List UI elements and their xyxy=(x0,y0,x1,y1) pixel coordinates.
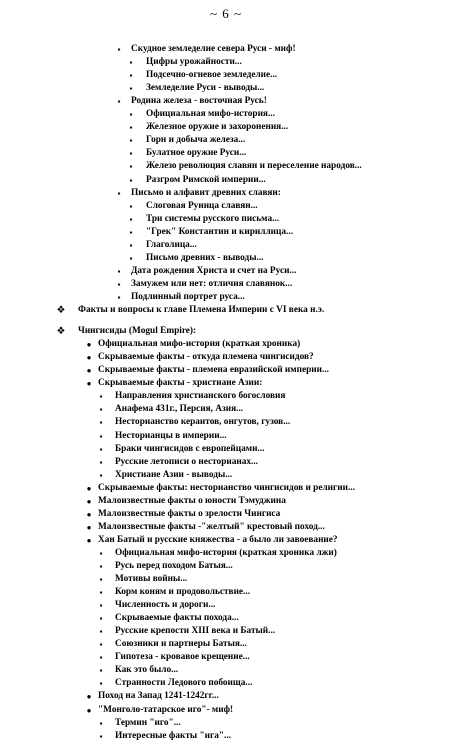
list-item-text: Официальная мифо-история (краткая хроника лжи) xyxy=(115,547,337,558)
dot-bullet-icon: ● xyxy=(86,366,92,376)
square-bullet-icon: ▪ xyxy=(129,136,133,146)
list-item-text: Подсечно-огневое земледелие... xyxy=(146,70,278,81)
list-item-text: Направления христианского богословия xyxy=(115,391,286,402)
square-bullet-icon: ▪ xyxy=(99,548,103,558)
list-item-text: Гипотеза - кровавое крещение... xyxy=(115,652,250,663)
square-bullet-icon: ▪ xyxy=(117,279,121,289)
list-item-text: Земледелие Руси - выводы... xyxy=(146,83,265,94)
square-bullet-icon: ▪ xyxy=(129,227,133,237)
square-bullet-icon: ▪ xyxy=(129,149,133,159)
list-item-text: Булатное оружие Руси... xyxy=(146,148,247,159)
list-item-text: Христиане Азии - выводы... xyxy=(115,469,233,480)
list-item-text: Дата рождения Христа и счет на Руси... xyxy=(131,265,297,276)
square-bullet-icon: ▪ xyxy=(129,123,133,133)
list-item-text: Браки чингисидов с европейцами... xyxy=(115,443,265,454)
square-bullet-icon: ▪ xyxy=(117,293,121,302)
square-bullet-icon: ▪ xyxy=(99,392,103,402)
square-bullet-icon: ▪ xyxy=(117,45,121,54)
list-item-text: Горн и добыча железа... xyxy=(146,135,246,146)
square-bullet-icon: ▪ xyxy=(99,614,103,624)
square-bullet-icon: ▪ xyxy=(99,653,103,663)
square-bullet-icon: ▪ xyxy=(99,731,103,741)
square-bullet-icon: ▪ xyxy=(99,666,103,676)
dot-bullet-icon: ● xyxy=(86,535,92,545)
list-item-text: Скудное земледелие севера Руси - миф! xyxy=(131,44,296,54)
square-bullet-icon: ▪ xyxy=(99,679,103,689)
list-item-text: Скрываемые факты похода... xyxy=(115,613,239,624)
list-item-text: Факты и вопросы к главе Племена Империи с VI века н.э. xyxy=(78,305,325,315)
square-bullet-icon: ▪ xyxy=(129,162,133,172)
list-item-text: Интересные факты "ига"... xyxy=(115,730,231,741)
square-bullet-icon: ▪ xyxy=(99,470,103,480)
square-bullet-icon: ▪ xyxy=(129,58,133,68)
list-item-text: Малоизвестные факты о юности Тэмуджина xyxy=(98,495,286,506)
square-bullet-icon: ▪ xyxy=(99,457,103,467)
list-item-text: Анафема 431г., Персия, Азия... xyxy=(115,404,244,415)
list-item-text: "Грек" Константин и кириллица... xyxy=(146,226,294,237)
list-item-text: Цифры урожайности... xyxy=(146,57,242,68)
list-item-text: Поход на Запад 1241-1242гг... xyxy=(98,691,219,702)
list-item-text: Родина железа - восточная Русь! xyxy=(131,96,267,107)
list-item-text: Разгром Римской империи... xyxy=(146,174,266,185)
square-bullet-icon: ▪ xyxy=(99,562,103,571)
list-item-text: Официальная мифо-история... xyxy=(146,109,275,120)
list-item-text: Как это было... xyxy=(115,665,179,676)
list-item-text: Русские летописи о несторианах... xyxy=(115,456,259,467)
list-item-text: Подлинный портрет руса... xyxy=(131,292,245,302)
list-item-text: Термин "иго"... xyxy=(115,717,181,728)
list-item-text: Глаголица... xyxy=(146,239,197,250)
dot-bullet-icon: ● xyxy=(86,692,92,702)
square-bullet-icon: ▪ xyxy=(129,201,133,211)
list-item-text: Письмо и алфавит древних славян: xyxy=(131,187,281,198)
square-bullet-icon: ▪ xyxy=(99,444,103,454)
list-item-text: Численность и дороги... xyxy=(115,600,216,611)
square-bullet-icon: ▪ xyxy=(99,588,103,598)
square-bullet-icon: ▪ xyxy=(117,97,121,107)
list-item-text: Скрываемые факты - христиане Азии: xyxy=(98,378,263,389)
square-bullet-icon: ▪ xyxy=(99,405,103,415)
list-item-text: Несторианство кераитов, онгутов, гузов... xyxy=(115,417,291,428)
dot-bullet-icon: ● xyxy=(86,483,92,493)
list-item-text: Официальная мифо-история (краткая хроника) xyxy=(98,339,301,350)
dot-bullet-icon: ● xyxy=(86,340,92,350)
list-item-text: Скрываемые факты - откуда племена чингисидов? xyxy=(98,352,314,363)
square-bullet-icon: ▪ xyxy=(99,418,103,428)
square-bullet-icon: ▪ xyxy=(129,110,133,120)
square-bullet-icon: ▪ xyxy=(129,71,133,81)
page-number: ~ 6 ~ xyxy=(209,6,243,21)
square-bullet-icon: ▪ xyxy=(99,627,103,637)
square-bullet-icon: ▪ xyxy=(117,188,121,198)
list-item-text: Замужем или нет: отличия славянок... xyxy=(131,278,293,289)
square-bullet-icon: ▪ xyxy=(129,84,133,94)
list-item-text: Железное оружие и захоронения... xyxy=(146,122,289,133)
list-item-text: "Монголо-татарское иго"- миф! xyxy=(98,704,234,715)
list-item-text: Русские крепости XIII века и Батый... xyxy=(115,626,276,637)
square-bullet-icon: ▪ xyxy=(99,431,103,441)
list-item-text: Слоговая Руница славян... xyxy=(146,200,258,211)
dot-bullet-icon: ● xyxy=(86,496,92,506)
dot-bullet-icon: ● xyxy=(86,522,92,532)
square-bullet-icon: ▪ xyxy=(99,640,103,650)
square-bullet-icon: ▪ xyxy=(117,266,121,276)
diamond-bullet-icon: ❖ xyxy=(56,305,66,316)
square-bullet-icon: ▪ xyxy=(99,575,103,584)
list-item-text: Мотивы войны... xyxy=(115,574,188,584)
square-bullet-icon: ▪ xyxy=(129,253,133,263)
list-item-text: Малоизвестные факты о зрелости Чингиса xyxy=(98,508,281,519)
list-item-text: Странности Ледового побоища... xyxy=(115,678,253,689)
dot-bullet-icon: ● xyxy=(86,705,92,715)
square-bullet-icon: ▪ xyxy=(99,718,103,728)
square-bullet-icon: ▪ xyxy=(129,214,133,224)
list-item-text: Несторианцы в империи... xyxy=(115,430,227,441)
square-bullet-icon: ▪ xyxy=(129,175,133,185)
list-item-text: Русь перед походом Батыя... xyxy=(115,561,233,571)
list-item-text: Письмо древних - выводы... xyxy=(146,252,264,263)
list-item-text: Скрываемые факты - племена евразийской империи... xyxy=(98,365,329,376)
list-item-text: Союзники и партнеры Батыя... xyxy=(115,639,247,650)
dot-bullet-icon: ● xyxy=(86,379,92,389)
list-item-text: Корм коням и продовольствие... xyxy=(115,587,251,598)
diamond-bullet-icon: ❖ xyxy=(56,326,66,338)
dot-bullet-icon: ● xyxy=(86,353,92,363)
square-bullet-icon: ▪ xyxy=(99,601,103,611)
list-item-text: Скрываемые факты: несторианство чингисидов и религии... xyxy=(98,482,355,493)
list-item-text: Малоизвестные факты -"желтый" крестовый поход... xyxy=(98,521,325,532)
square-bullet-icon: ▪ xyxy=(129,240,133,250)
list-item-text: Железо революция славян и переселение народов... xyxy=(146,161,362,172)
dot-bullet-icon: ● xyxy=(86,509,92,519)
list-item-text: Три системы русского письма... xyxy=(146,213,280,224)
list-item-text: Хан Батый и русские княжества - а было ли завоевание? xyxy=(98,534,338,545)
list-item-text: Чингисиды (Mogul Empire): xyxy=(78,326,197,337)
